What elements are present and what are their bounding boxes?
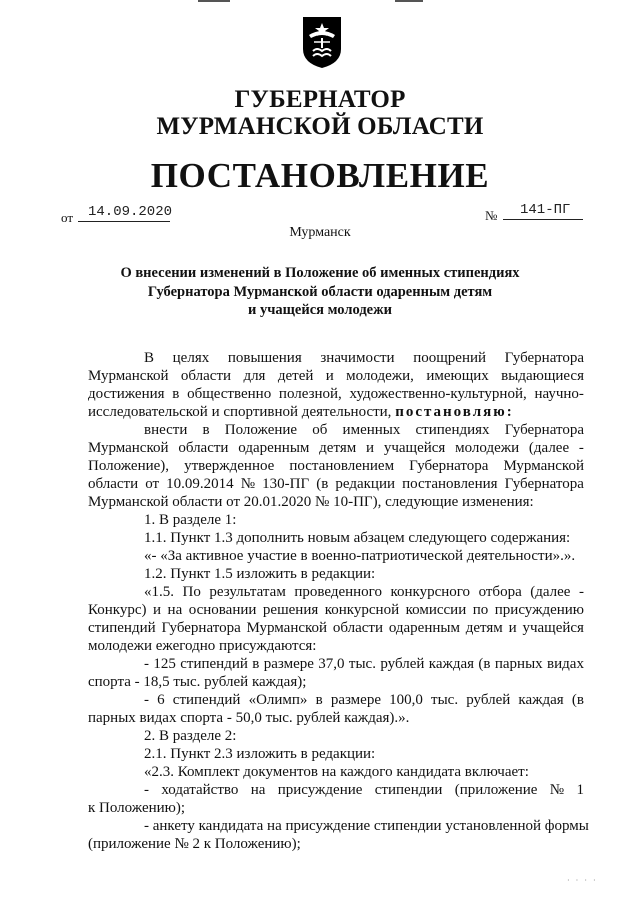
body-line-14 [144,583,584,601]
body-line-3 [88,385,584,403]
word: 100,0 [389,692,423,708]
word: и [508,620,517,636]
word: учащейся [383,440,446,456]
word: ходатайство [161,782,239,798]
word: присуждению [494,602,584,618]
word: постановления [402,476,498,492]
authority-title-line2: МУРМАНСКОЙ ОБЛАСТИ [156,113,484,140]
body-line-12: «- «За активное участие в военно-патриотической деятельности».». [144,548,576,564]
scan-dots: · · · · [567,876,598,885]
body-line-17: молодежи ежегодно присуждаются: [88,638,317,654]
word: именных [342,422,401,438]
body-line-15 [88,601,584,619]
word: редакции [335,476,395,492]
word: на [250,782,266,798]
word: Мурманской [503,458,584,474]
word: 6 [157,692,165,708]
word: видах [547,656,584,672]
word: Губернатора [504,350,584,366]
body-line-28: (приложение № 2 к Положению); [88,836,301,852]
word: конкурсной [324,602,400,618]
word: проведенного [294,584,382,600]
word: значимости [320,350,395,366]
word: области [332,620,384,636]
body-line-27: - анкету кандидата на присуждение стипендии установленной формы [144,818,589,834]
word: - [578,584,584,600]
word: каждая [428,656,475,672]
number-prefix: № [485,208,498,223]
word: и [325,368,334,384]
word: 10.09.2014 [166,476,234,492]
word: Губернатора [504,422,584,438]
body-line-20 [144,691,584,709]
word: размере [330,692,381,708]
word: По [182,584,201,600]
word: Губернатора [161,620,241,636]
body-line-10: 1. В разделе 1: [144,512,237,528]
word: 37,0 [318,656,345,672]
word: полезной, [278,386,342,402]
word: и [366,440,375,456]
word: детям [465,620,503,636]
word: в [172,386,180,402]
body-line-23: 2.1. Пункт 2.3 изложить в редакции: [144,746,376,762]
word: по [472,602,489,618]
word: в [315,692,323,708]
word: об [312,422,328,438]
authority-title-line1: ГУБЕРНАТОР [234,86,406,113]
word: конкурсного [390,584,471,600]
word: присуждение [277,782,363,798]
word: Губернатора [504,476,584,492]
document-number: 141-ПГ [520,202,571,218]
word: детей [277,368,314,384]
word: от [145,476,160,492]
body-line-9: Мурманской области от 20.01.2020 № 10-ПГ), следующие изменения: [88,494,534,510]
body-line-4 [88,403,514,421]
word: № [240,476,256,492]
word: достижения [88,386,165,402]
word: области [180,368,232,384]
body-line-25 [144,781,584,799]
word: - [144,782,149,798]
body-line-16 [88,619,584,637]
word: «1.5. [144,584,174,600]
scan-mark [395,0,423,2]
word: внести [144,422,188,438]
word: 1 [576,782,584,798]
number-underline [503,219,583,220]
word: стипендий [180,656,248,672]
body-line-18 [144,655,584,673]
word: результатам [209,584,286,600]
word: одаренным [238,440,310,456]
body-line-13: 1.2. Пункт 1.5 изложить в редакции: [144,566,376,582]
word: постановлением [289,458,395,474]
subject-line-3: и учащейся молодежи [248,302,392,318]
word: Конкурс) [88,602,147,618]
word: комиссии [405,602,467,618]
word: одаренным [388,620,460,636]
word: стипендий [88,620,156,636]
word: для [243,368,266,384]
body-line-24: «2.3. Комплект документов на каждого кандидата включает: [144,764,529,780]
body-line-21: парных видах спорта - 50,0 тыс. рублей каждая).». [88,710,410,726]
word: решения [262,602,319,618]
word: - [578,440,584,456]
body-line-5 [144,421,584,439]
body-line-7 [88,457,584,475]
word: утвержденное [184,458,275,474]
word: Мурманской [88,440,169,456]
word: 130-ПГ [262,476,310,492]
body-line-22: 2. В разделе 2: [144,728,237,744]
word: отбора [478,584,522,600]
word: - [144,656,149,672]
word: - [144,692,149,708]
word: (в [316,476,329,492]
word: рублей [466,692,511,708]
word: 125 [153,656,176,672]
scan-mark [198,0,230,2]
word: области [88,476,139,492]
body-line-1 [144,349,584,367]
word: в [202,422,210,438]
word: Губернатора [409,458,489,474]
word: В [144,350,155,366]
word: Мурманской [88,368,169,384]
word: (в [478,656,491,672]
word: поощрений [413,350,487,366]
body-line-26: к Положению); [88,800,186,816]
body-line-6 [88,439,584,457]
date-underline [78,221,170,222]
word: и [153,602,162,618]
body-line-19: спорта - 18,5 тыс. рублей каждая); [88,674,307,690]
word: тыс. [348,656,376,672]
word: стипендии [374,782,443,798]
word: Положение), [88,458,170,474]
document-type-title: ПОСТАНОВЛЕНИЕ [150,156,490,195]
word: молодежи, [346,368,414,384]
subject-line-1: О внесении изменений в Положение об именных стипендиях [120,265,520,281]
word: научно- [534,386,584,402]
city-name: Мурманск [289,225,351,240]
body-line-2 [88,367,584,385]
word: целях [172,350,210,366]
body-line-11: 1.1. Пункт 1.3 дополнить новым абзацем следующего содержания: [144,530,571,546]
word: общественно [187,386,272,402]
word: тыс. [431,692,459,708]
date-prefix: от [61,210,74,225]
word: (приложение [454,782,538,798]
word: Положение [224,422,298,438]
word: (далее [530,584,571,600]
body-line-8 [88,475,584,493]
word: детям [319,440,357,456]
word: стипендий [172,692,241,708]
word: рублей [380,656,425,672]
word: молодежи [455,440,520,456]
word: на [167,602,183,618]
word: каждая [518,692,564,708]
word: области [178,440,229,456]
word: Мурманской [246,620,328,636]
word: (в [571,692,584,708]
coat-of-arms-emblem [301,15,343,69]
word: имеющих [426,368,489,384]
word: художественно-культурной, [349,386,527,402]
word: в [252,656,260,672]
word: учащейся [522,620,584,636]
word: «Олимп» [248,692,308,708]
word: парных [494,656,543,672]
word: № [549,782,565,798]
body-line-4-text: исследовательской и спортивной деятельности, [88,404,396,420]
word: основании [188,602,257,618]
word: повышения [227,350,302,366]
document-date: 14.09.2020 [88,204,173,220]
word: стипендиях [415,422,490,438]
word: размере [263,656,314,672]
word: выдающиеся [501,368,584,384]
word: (далее [528,440,570,456]
subject-line-2: Губернатора Мурманской области одаренным детям [147,284,493,300]
decree-keyword: постановляю: [395,404,514,420]
